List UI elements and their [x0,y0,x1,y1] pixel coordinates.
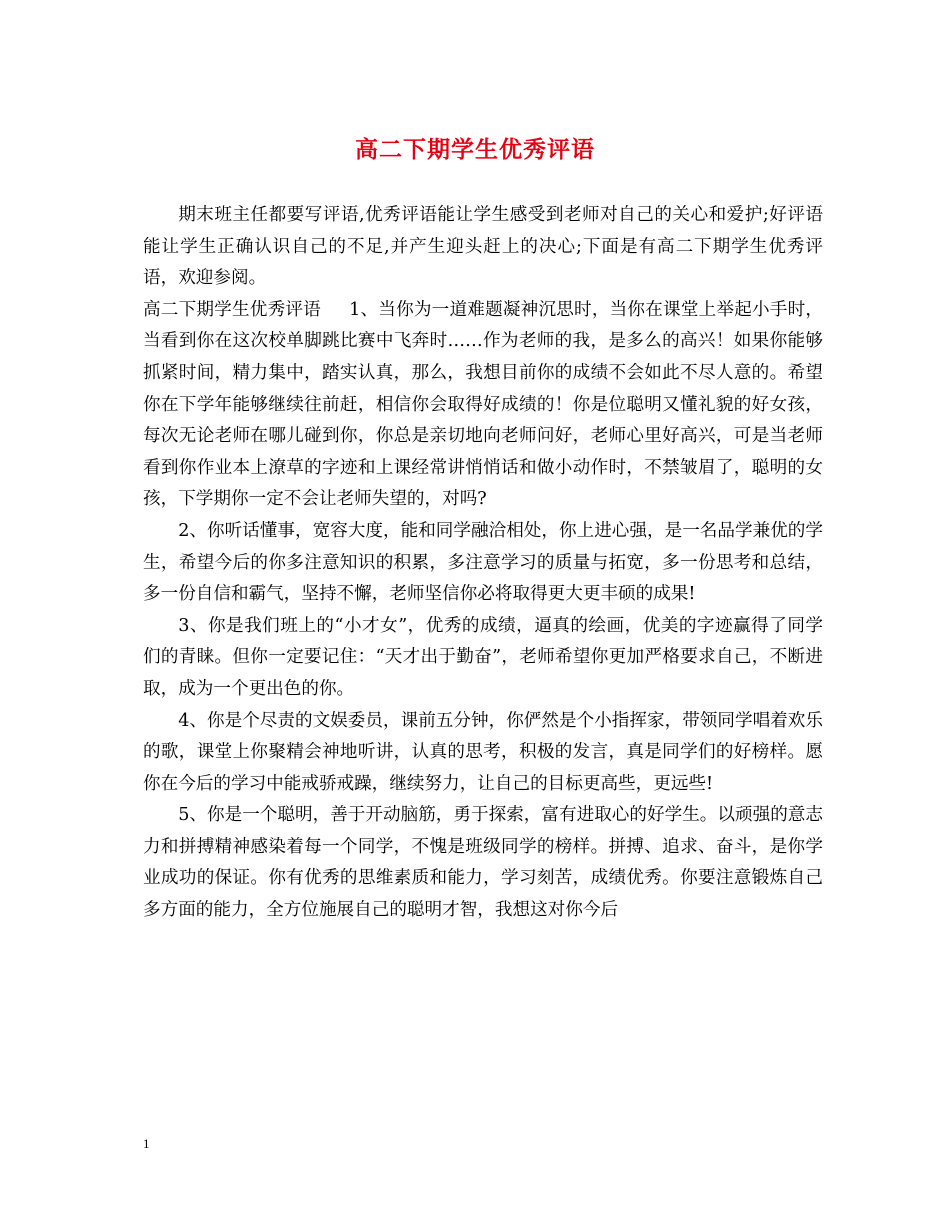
intro-paragraph: 期末班主任都要写评语,优秀评语能让学生感受到老师对自己的关心和爱护;好评语能让学生正确认识自己的不足,并产生迎头赶上的决心;下面是有高二下期学生优秀评语，欢迎参阅。 [143,205,823,289]
comment-paragraph-2: 2、你听话懂事，宽容大度，能和同学融洽相处，你上进心强，是一名品学兼优的学生，希望今后的你多注意知识的积累，多注意学习的质量与拓宽，多一份思考和总结，多一份自信和霸气，坚持不懈，老师坚信你必将取得更大更丰硕的成果! [143,520,823,605]
page-number: 1 [143,1136,150,1151]
comment-paragraph-3: 3、你是我们班上的“小才女”，优秀的成绩，逼真的绘画，优美的字迹赢得了同学们的青睐。但你一定要记住：“天才出于勤奋”，老师希望你更加严格要求自己，不断进取，成为一个更出色的你。 [143,615,823,699]
comment-paragraph-1 [143,295,823,516]
document-body [143,200,823,927]
document-title: 高二下期学生优秀评语 [355,136,595,163]
comment-text-1: 1、当你为一道难题凝神沉思时，当你在课堂上举起小手时，当看到你在这次校单脚跳比赛中飞奔时……作为老师的我，是多么的高兴！如果你能够抓紧时间，精力集中，踏实认真，那么，我想目前你的成绩不会如此不尽人意的。希望你在下学年能够继续往前赶，相信你会取得好成绩的！你是位聪明又懂礼貌的好女孩，每次无论老师在哪儿碰到你，你总是亲切地向老师问好，老师心里好高兴，可是当老师看到你作业本上潦草的字迹和上课经常讲悄悄话和做小动作时，不禁皱眉了，聪明的女孩，下学期你一定不会让老师失望的，对吗? [143,299,823,510]
section-heading: 高二下期学生优秀评语 [143,299,321,320]
comment-paragraph-4: 4、你是个尽责的文娱委员，课前五分钟，你俨然是个小指挥家，带领同学唱着欢乐的歌，课堂上你聚精会神地听讲，认真的思考，积极的发言，真是同学们的好榜样。愿你在今后的学习中能戒骄戒躁，继续努力，让自己的目标更高些，更远些! [143,710,823,794]
comment-paragraph-5: 5、你是一个聪明，善于开动脑筋，勇于探索，富有进取心的好学生。以顽强的意志力和拼搏精神感染着每一个同学，不愧是班级同学的榜样。拼搏、追求、奋斗，是你学业成功的保证。你有优秀的思维素质和能力，学习刻苦，成绩优秀。你要注意锻炼自己多方面的能力，全方位施展自己的聪明才智，我想这对你今后 [143,805,823,921]
